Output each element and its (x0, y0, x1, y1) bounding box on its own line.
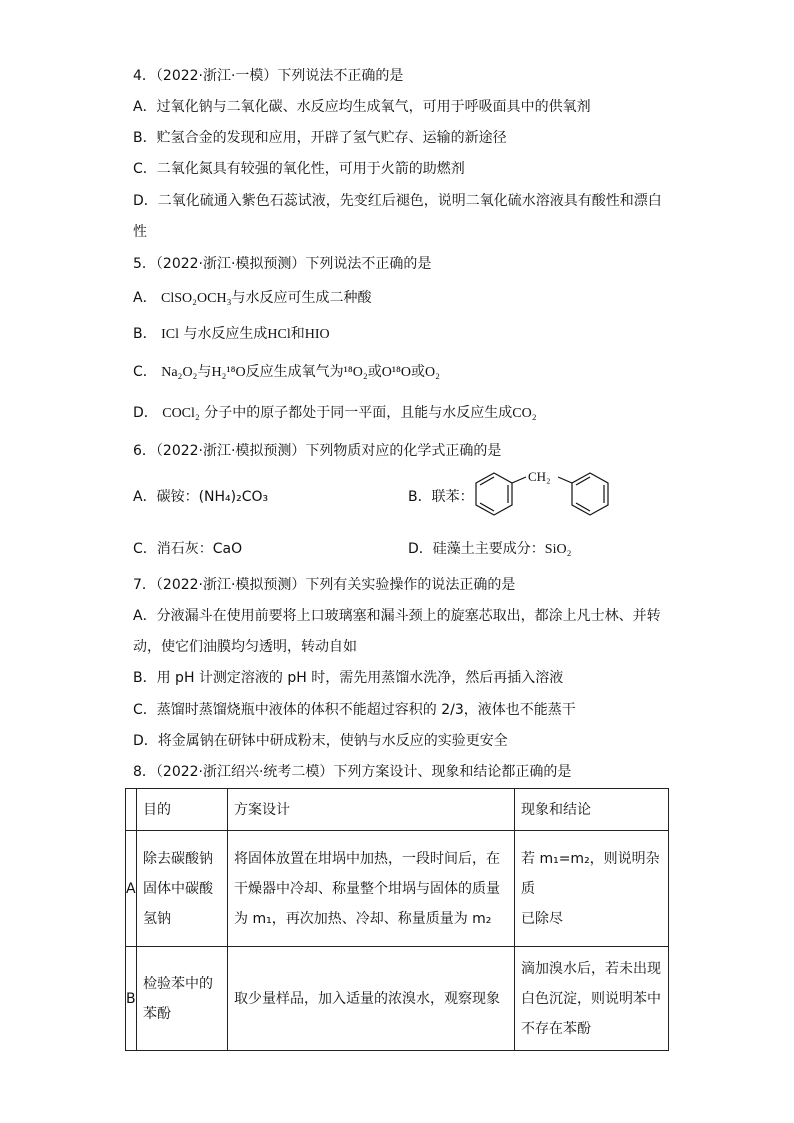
q6-d-text: D．硅藻土主要成分： (408, 541, 545, 557)
cell-line: 固体中碳酸 (143, 880, 213, 897)
q5-d-text: 分子中的原子都处于同一平面，且能与水反应生成 (204, 405, 513, 421)
cell-line: 除去碳酸钠 (143, 850, 213, 867)
row-result (515, 831, 669, 947)
q6-option-c: C．消石灰：CaO (133, 541, 243, 557)
cell-line: 不存在苯酚 (521, 1020, 591, 1037)
row-purpose (137, 947, 228, 1051)
q7-option-b: B．用 pH 计测定溶液的 pH 时，需先用蒸馏水洗净，然后再插入溶液 (133, 670, 564, 686)
table-header-row (126, 789, 669, 831)
q6-d-formula: SiO₂ (544, 542, 572, 557)
q5-option-d (133, 403, 537, 424)
q5-c-f4: O¹⁸O (381, 365, 412, 380)
q5-b-formula: ICl (161, 327, 179, 342)
q4-option-a: A．过氧化钠与二氧化碳、水反应均生成氧气，可用于呼吸面具中的供氧剂 (133, 99, 591, 115)
q5-d-prefix: D． (133, 405, 158, 421)
q8-table (125, 788, 669, 1051)
q5-b-f2: HCl (267, 327, 291, 342)
cell-line: 滴加溴水后，若未出现 (521, 960, 661, 977)
cell-line: 白色沉淀，则说明苯中 (521, 990, 661, 1007)
cell-line: 为 m₁，再次加热、冷却、称量质量为 m₂ (234, 910, 492, 927)
q5-c-t1: 与 (197, 364, 212, 380)
row-label: A (126, 831, 137, 947)
q6-option-b: B．联苯： (408, 489, 474, 505)
header-stub (126, 789, 137, 831)
cell-line: 取少量样品，加入适量的浓溴水，观察现象 (234, 990, 500, 1007)
q5-option-b (133, 324, 330, 345)
q5-a-prefix: A． (133, 290, 157, 306)
header-design: 方案设计 (228, 789, 515, 831)
q4-option-c: C．二氧化氮具有较强的氧化性，可用于火箭的助燃剂 (133, 161, 465, 177)
q7-option-c: C．蒸馏时蒸馏烧瓶中液体的体积不能超过容积的 2/3，液体也不能蒸干 (133, 702, 576, 718)
table-row (126, 947, 669, 1051)
q4-option-b: B．贮氢合金的发现和应用，开辟了氢气贮存、运输的新途径 (133, 130, 507, 146)
q5-c-f1: Na₂O₂ (161, 365, 198, 380)
q5-c-f2: H₂¹⁸O (211, 365, 246, 380)
q5-b-and: 和 (290, 326, 305, 342)
q7-option-a-cont: 动，使它们油膜均匀透明，转动自如 (133, 639, 357, 655)
q6-option-d (408, 539, 571, 560)
header-result: 现象和结论 (515, 789, 669, 831)
q5-d-formula: COCl₂ (162, 406, 200, 421)
cell-line: 若 m₁=m₂，则说明杂质 (521, 850, 660, 897)
q5-c-t2: 反应生成氧气为 (245, 364, 344, 380)
q8-stem: 8．（2022·浙江绍兴·统考二模）下列方案设计、现象和结论都正确的是 (133, 764, 572, 780)
q7-option-d: D．将金属钠在研钵中研成粉末，使钠与水反应的实验更安全 (133, 733, 508, 749)
q5-c-f3: ¹⁸O₂ (343, 365, 368, 380)
q5-c-or1: 或 (367, 364, 382, 380)
q5-c-f5: O₂ (425, 365, 441, 380)
row-result (515, 947, 669, 1051)
q6-option-a: A．碳铵：(NH₄)₂CO₃ (133, 489, 269, 505)
row-design (228, 947, 515, 1051)
q5-b-text: 与水反应生成 (183, 326, 268, 342)
right-benzene-ring (572, 473, 608, 515)
q5-b-prefix: B． (133, 326, 157, 342)
cell-line: 氢钠 (143, 910, 171, 927)
q5-a-text: 与水反应可生成二种酸 (231, 290, 372, 306)
q5-option-a (133, 288, 371, 309)
left-benzene-ring (476, 473, 512, 515)
cell-line: 已除尽 (521, 910, 563, 927)
q5-stem: 5．（2022·浙江·模拟预测）下列说法不正确的是 (133, 256, 432, 272)
q5-d-f2: CO₂ (512, 406, 537, 421)
q4-stem: 4．（2022·浙江·一模）下列说法不正确的是 (133, 68, 404, 84)
q5-c-prefix: C． (133, 364, 157, 380)
q5-c-or2: 或 (411, 364, 426, 380)
cell-line: 检验苯中的 (143, 975, 213, 992)
cell-line: 干燥器中冷却、称量整个坩埚与固体的质量 (234, 880, 500, 897)
header-purpose: 目的 (137, 789, 228, 831)
q5-b-f3: HIO (304, 327, 330, 342)
cell-line: 将固体放置在坩埚中加热，一段时间后，在 (234, 850, 500, 867)
cell-line: 苯酚 (143, 1005, 171, 1022)
q5-option-c (133, 362, 440, 383)
q7-stem: 7．（2022·浙江·模拟预测）下列有关实验操作的说法正确的是 (133, 577, 516, 593)
q6-stem: 6．（2022·浙江·模拟预测）下列物质对应的化学式正确的是 (133, 443, 502, 459)
q7-option-a: A．分液漏斗在使用前要将上口玻璃塞和漏斗颈上的旋塞芯取出，都涂上凡士林、并转 (133, 608, 661, 624)
diphenylmethane-structure (474, 470, 624, 520)
table-row (126, 831, 669, 947)
q4-option-d: D．二氧化硫通入紫色石蕊试液，先变红后褪色，说明二氧化硫水溶液具有酸性和漂白 (133, 193, 662, 209)
row-design (228, 831, 515, 947)
q4-option-d-cont: 性 (133, 224, 147, 240)
row-label: B (126, 947, 137, 1051)
ch2-label: CH₂ (528, 470, 551, 484)
row-purpose (137, 831, 228, 947)
q5-a-formula: ClSO₂OCH₃ (161, 291, 232, 306)
